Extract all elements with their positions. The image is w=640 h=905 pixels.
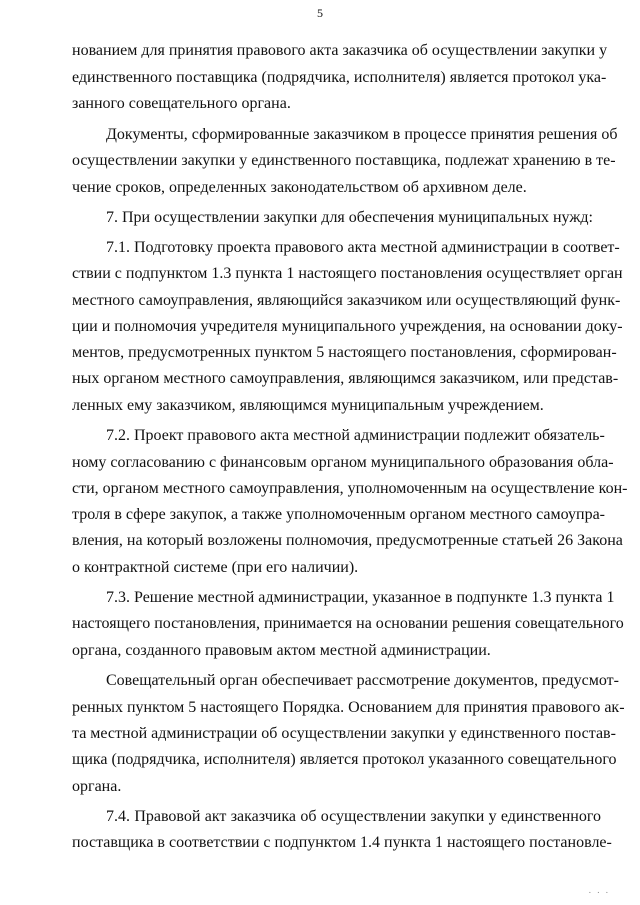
text-line: о контрактной системе (при его наличии). [72,559,359,576]
text-line: чение сроков, определенных законодательством об архивном деле. [72,179,527,196]
text-line: 7.4. Правовой акт заказчика об осуществлении закупки у единственного [106,808,601,825]
text-line: вления, на который возложены полномочия, предусмотренные статьей 26 Закона [72,532,623,549]
scan-artifact: . . . [588,885,610,895]
text-line: 7. При осуществлении закупки для обеспечения муниципальных нужд: [106,209,593,226]
text-line: ции и полномочия учредителя муниципального учреждения, на основании доку- [72,318,623,335]
text-line: Документы, сформированные заказчиком в процессе принятия решения об [106,126,618,143]
text-line: органа. [72,778,122,795]
page-number: 5 [317,6,323,20]
text-line: органа, созданного правовым актом местной администрации. [72,642,491,659]
text-line: та местной администрации об осуществлении закупки у единственного постав- [72,725,616,742]
text-line: ных органом местного самоуправления, являющимся заказчиком, или представ- [72,370,619,387]
text-line: занного совещательного органа. [72,95,291,112]
text-line: Совещательный орган обеспечивает рассмотрение документов, предусмот- [106,672,619,689]
text-line: местного самоуправления, являющийся заказчиком или осуществляющий функ- [72,292,621,309]
text-line: троля в сфере закупок, а также уполномоченным органом местного самоупра- [72,506,606,523]
text-line: щика (подрядчика, исполнителя) является протокол указанного совещательного [72,751,617,768]
text-line: осуществлении закупки у единственного поставщика, подлежат хранению в те- [72,152,616,169]
text-line: ствии с подпунктом 1.3 пункта 1 настоящего постановления осуществляет орган [72,265,623,282]
text-line: нованием для принятия правового акта заказчика об осуществлении закупки у [72,42,608,59]
text-line: ному согласованию с финансовым органом муниципального образования обла- [72,454,614,471]
text-line: 7.1. Подготовку проекта правового акта местной администрации в соответ- [106,239,620,256]
text-line: единственного поставщика (подрядчика, исполнителя) является протокол ука- [72,69,607,86]
text-line: ленных ему заказчиком, являющимся муниципальным учреждением. [72,397,544,414]
text-line: 7.2. Проект правового акта местной администрации подлежит обязатель- [106,427,605,444]
text-line: ренных пунктом 5 настоящего Порядка. Основанием для принятия правового ак- [72,699,625,716]
text-line: поставщика в соответствии с подпунктом 1.4 пункта 1 настоящего постановле- [72,834,612,851]
text-line: 7.3. Решение местной администрации, указанное в подпункте 1.3 пункта 1 [106,589,615,606]
text-line: настоящего постановления, принимается на основании решения совещательного [72,615,624,632]
text-line: сти, органом местного самоуправления, уполномоченным на осуществление кон- [72,480,628,497]
text-line: ментов, предусмотренных пунктом 5 настоящего постановления, сформирован- [72,344,617,361]
